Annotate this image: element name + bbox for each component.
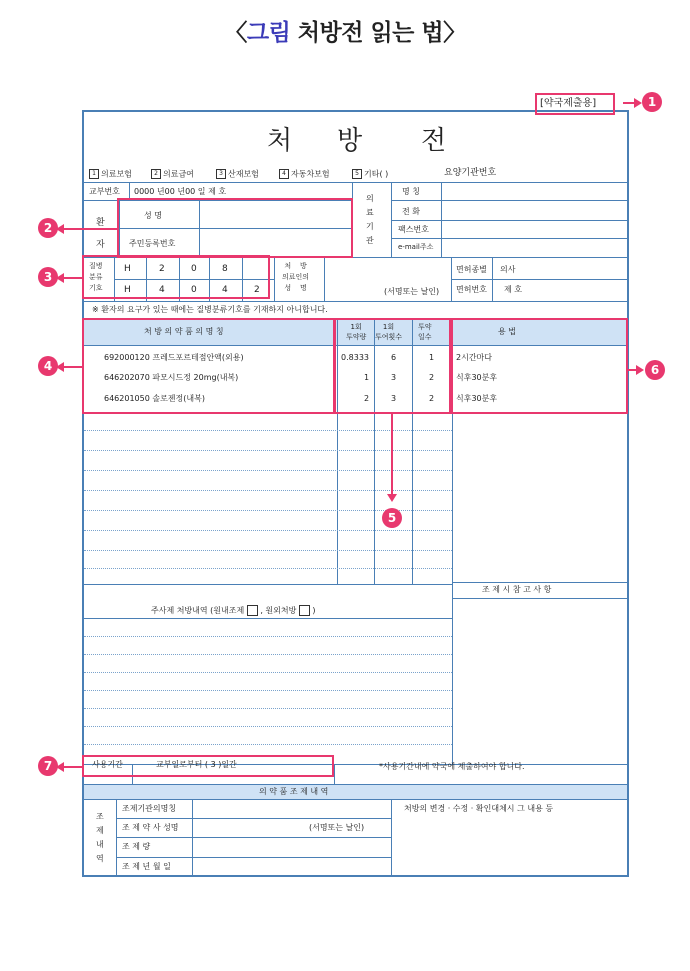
badge-6: 6: [645, 360, 665, 380]
dispense-row-1: 조제기관의명칭: [122, 804, 177, 813]
rx-item-1-times: 6: [391, 353, 397, 362]
period-label: 사용기간: [92, 760, 123, 769]
patient-id-label: 주민등록번호: [129, 239, 176, 248]
rx-item-2-usage: 식후30분후: [456, 373, 498, 382]
disease-r1c4: 8: [222, 264, 228, 274]
dispense-header: 의 약 품 조 제 내 역: [259, 787, 329, 796]
form-title-1: 처: [267, 126, 293, 156]
disease-r1c1: H: [124, 264, 131, 274]
rx-item-3-name: 646201050 솔로젠정(내복): [104, 394, 205, 403]
badge-7: 7: [38, 756, 58, 776]
stamp-label: [약국제출용]: [540, 98, 597, 109]
doctor-sign: (서명또는 날인): [384, 287, 440, 296]
rx-item-3-usage: 식후30분후: [456, 394, 498, 403]
rx-item-1-name: 692000120 프레드포르테점안액(외용): [104, 353, 244, 362]
rx-header-usage: 용 법: [498, 327, 516, 336]
period-value: 교부일로부터 ( 3 )일간: [156, 760, 237, 769]
inhouse-checkbox[interactable]: [247, 605, 258, 616]
insurance-5: 5 기타( ): [352, 169, 388, 179]
page-title: 〈그림 처방전 읽는 법〉: [224, 20, 466, 46]
dispense-row-4: 조 제 년 월 일: [122, 862, 171, 871]
highlight-4-drugs: [82, 318, 335, 414]
dispense-sign: (서명또는 날인): [309, 823, 365, 832]
rx-header-times: 1회 투여횟수: [375, 323, 403, 341]
insurance-3: 3 산재보험: [216, 169, 259, 179]
patient-name-label: 성 명: [144, 211, 162, 220]
rx-item-2-name: 646202070 파모시드정 20mg(내복): [104, 373, 239, 382]
doctor-label: 처 방 의료인의 성 명: [282, 262, 310, 292]
hospital-phone: 전 화: [402, 207, 420, 216]
highlight-2-patient: [117, 198, 353, 258]
injection-label: 주사제 처방내역 (원내조제 , 원외처방 ): [151, 606, 316, 615]
license-no: 제 호: [504, 285, 522, 294]
highlight-7-period: [82, 755, 334, 777]
badge-3: 3: [38, 267, 58, 287]
rx-item-3-days: 2: [429, 394, 435, 403]
insurance-2: 2 의료급여: [151, 169, 194, 179]
disease-r2c3: 0: [191, 285, 197, 295]
hospital-fax: 팩스번호: [398, 225, 429, 234]
hospital-label: 의 료 기 관: [366, 194, 374, 245]
badge-2: 2: [38, 218, 58, 238]
license-no-label: 면허번호: [456, 285, 487, 294]
dispense-label: 조 제 내 역: [96, 812, 104, 863]
license-type: 의사: [500, 265, 516, 274]
disease-r2c1: H: [124, 285, 131, 295]
rx-item-1-usage: 2시간마다: [456, 353, 493, 362]
insurance-1: 1 의료보험: [89, 169, 132, 179]
dispense-note-label: 조 제 시 참 고 사 항: [482, 585, 552, 594]
rx-item-2-dose: 1: [364, 373, 370, 382]
insurance-4: 4 자동차보험: [279, 169, 330, 179]
notice-text: ※ 환자의 요구가 있는 때에는 질병분류기호를 기재하지 아니합니다.: [92, 305, 328, 314]
badge-5: 5: [382, 508, 402, 528]
rx-header-dose: 1회 투약량: [346, 323, 367, 341]
rx-item-2-days: 2: [429, 373, 435, 382]
form-title-3: 전: [421, 126, 447, 156]
dispense-row-3: 조 제 량: [122, 842, 151, 851]
dispense-right: 처방의 변경 · 수정 · 확인대체시 그 내용 등: [404, 804, 554, 813]
highlight-3-disease: [82, 255, 270, 299]
period-note: *사용기간내에 약국에 제출하여야 합니다.: [379, 762, 525, 771]
disease-r2c4: 4: [222, 285, 228, 295]
institution-code-label: 요양기관번호: [444, 168, 497, 178]
issue-label: 교부번호: [89, 187, 120, 196]
issue-value: 0000 년00 년00 일 제 호: [134, 187, 227, 196]
dispense-row-2: 조 제 약 사 성명: [122, 823, 179, 832]
disease-label: 질병 분류 기호: [89, 262, 103, 292]
highlight-6-usage: [451, 318, 628, 414]
patient-label: 환 자: [96, 218, 105, 250]
outside-checkbox[interactable]: [299, 605, 310, 616]
badge-1: 1: [642, 92, 662, 112]
rx-header-days: 투약 일수: [418, 323, 432, 341]
rx-item-2-times: 3: [391, 373, 397, 382]
disease-r1c3: 0: [191, 264, 197, 274]
license-type-label: 면허종별: [456, 265, 487, 274]
disease-r2c2: 4: [159, 285, 165, 295]
highlight-5-dosage: [334, 318, 451, 414]
rx-item-1-dose: 0.8333: [341, 353, 369, 362]
highlight-1-stamp: [535, 93, 615, 115]
rx-item-1-days: 1: [429, 353, 435, 362]
disease-r1c2: 2: [159, 264, 165, 274]
rx-header-name: 처 방 의 약 품 의 명 칭: [144, 327, 224, 336]
rx-item-3-dose: 2: [364, 394, 370, 403]
hospital-email: e-mail주소: [398, 243, 434, 251]
form-title-2: 방: [337, 126, 363, 156]
disease-r2c5: 2: [254, 285, 260, 295]
hospital-name: 명 칭: [402, 187, 420, 196]
badge-4: 4: [38, 356, 58, 376]
rx-item-3-times: 3: [391, 394, 397, 403]
